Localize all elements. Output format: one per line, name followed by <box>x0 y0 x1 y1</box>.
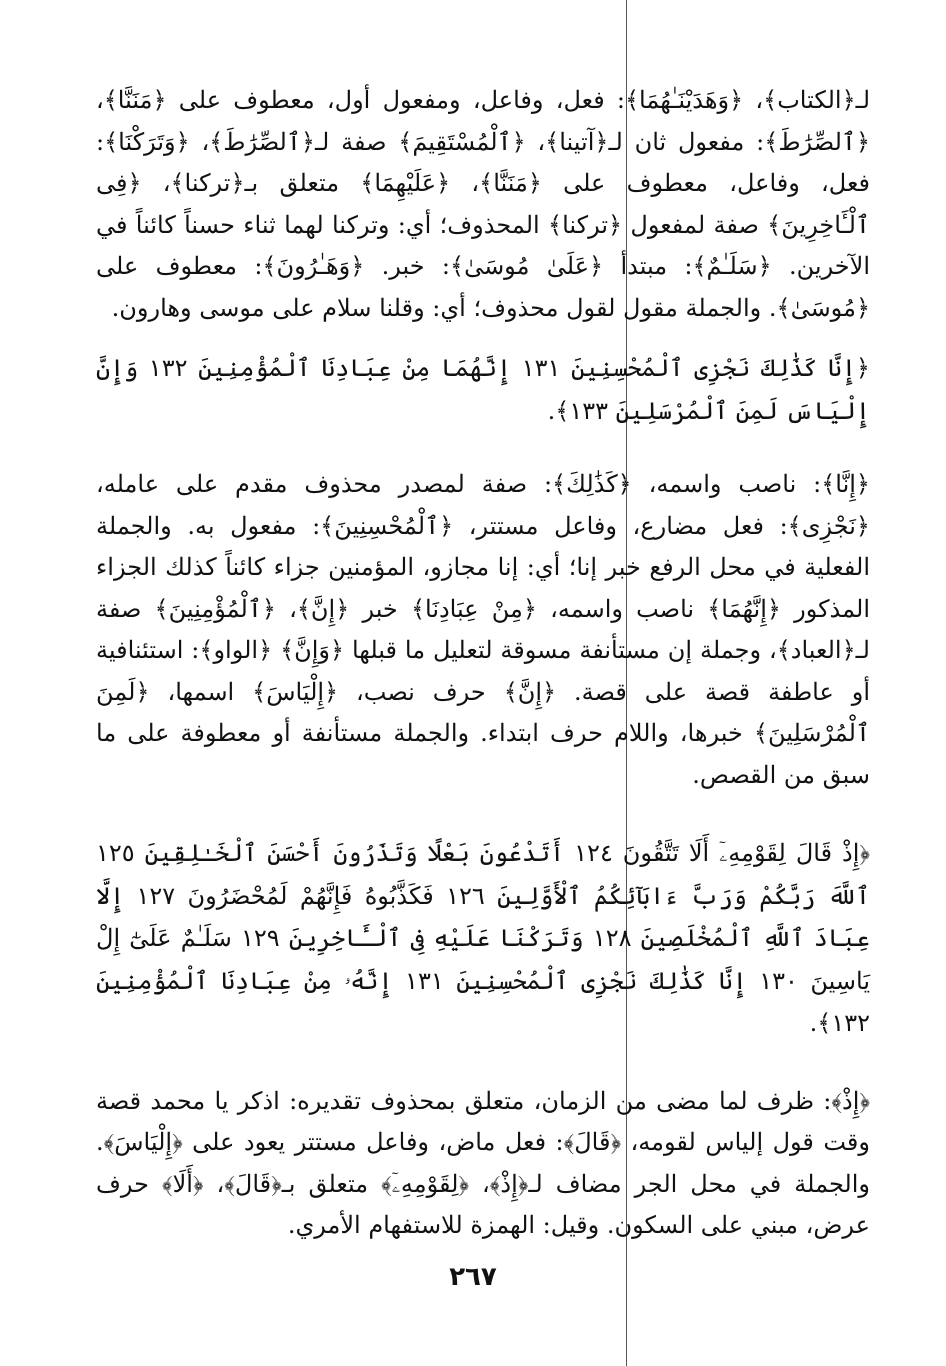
quran-verse-block-2: ﴿إِذْ قَالَ لِقَوْمِهِۦٓ أَلَا تَتَّقُونَ ١٢٤ أَتَدْعُونَ بَعْلًا وَتَذَرُونَ أَحْسَنَ ٱلْخَـٰلِقِينَ ١٢٥ ٱللَّهَ رَبَّكُمْ وَرَبَّ ءَابَآئِكُمُ ٱلْأَوَّلِينَ ١٢٦ فَكَذَّبُوهُ فَإِنَّهُمْ لَمُحْضَرُونَ ١٢٧ إِلَّا عِبَادَ ٱللَّهِ ٱلْمُخْلَصِينَ ١٢٨ وَتَرَكْنَا عَلَيْهِ فِى ٱلْـَٔاخِرِينَ ١٢٩ سَلَـٰمٌ عَلَىٰٓ إِلْ يَاسِينَ ١٣٠ إِنَّا كَذَٰلِكَ نَجْزِى ٱلْمُحْسِنِينَ ١٣١ إِنَّهُۥ مِنْ عِبَادِنَا ٱلْمُؤْمِنِينَ ١٣٢﴾. <box>96 839 870 1037</box>
commentary-paragraph-3: ﴿إِذْ﴾: ظرف لما مضى من الزمان، متعلق بمحذوف تقديره: اذكر يا محمد قصة وقت قول إلياس لقومه، ﴿قَالَ﴾: فعل ماض، وفاعل مستتر يعود على ﴿إِلْيَاسَ﴾. والجملة في محل الجر مضاف لـ﴿إِذْ﴾، ﴿لِقَوْمِهِۦٓ﴾ متعلق بـ﴿قَالَ﴾، ﴿أَلَا﴾ حرف عرض، مبني على السكون. وقيل: الهمزة للاستفهام الأمري. <box>96 1086 870 1239</box>
quran-verse-block-1: ﴿إِنَّا كَذَٰلِكَ نَجْزِى ٱلْمُحْسِنِينَ ١٣١ إِنَّهُمَا مِنْ عِبَادِنَا ٱلْمُؤْمِنِينَ ١٣٢ وَإِنَّ إِلْيَاسَ لَمِنَ ٱلْمُرْسَلِينَ ١٣٣﴾. <box>96 354 870 425</box>
commentary-paragraph-2: ﴿إِنَّا﴾: ناصب واسمه، ﴿كَذَٰلِكَ﴾: صفة لمصدر محذوف مقدم على عامله، ﴿نَجْزِى﴾: فعل مضارع، وفاعل مستتر، ﴿ٱلْمُحْسِنِينَ﴾: مفعول به. والجملة الفعلية في محل الرفع خبر إنا؛ أي: إنا مجازو، المؤمنين جزاء كائناً كذلك الجزاء المذكور ﴿إِنَّهُمَا﴾ ناصب واسمه، ﴿مِنْ عِبَادِنَا﴾ خبر ﴿إِنَّ﴾، ﴿ٱلْمُؤْمِنِينَ﴾ صفة لـ﴿العباد﴾، وجملة إن مستأنفة مسوقة لتعليل ما قبلها ﴿وَإِنَّ﴾ ﴿الواو﴾: استئنافية أو عاطفة قصة على قصة. ﴿إِنَّ﴾ حرف نصب، ﴿إِلْيَاسَ﴾ اسمها، ﴿لَمِنَ ٱلْمُرْسَلِينَ﴾ خبرها، واللام حرف ابتداء. والجملة مستأنفة أو معطوفة على ما سبق من القصص. <box>96 470 871 789</box>
page-body <box>96 80 870 1247</box>
commentary-paragraph-1: لـ﴿الكتاب﴾، ﴿وَهَدَيْنَـٰهُمَا﴾: فعل، وفاعل، ومفعول أول، معطوف على ﴿مَنَنَّا﴾، ﴿ٱلصِّرَٰطَ﴾: مفعول ثان لـ﴿آتينا﴾، ﴿ٱلْمُسْتَقِيمَ﴾ صفة لـ﴿ٱلصِّرَٰطَ﴾، ﴿وَتَرَكْنَا﴾: فعل، وفاعل، معطوف على ﴿مَنَنَّا﴾، ﴿عَلَيْهِمَا﴾ متعلق بـ﴿تركنا﴾، ﴿فِى ٱلْـَٔاخِرِينَ﴾ صفة لمفعول ﴿تركنا﴾ المحذوف؛ أي: وتركنا لهما ثناء حسناً كائناً في الآخرين. ﴿سَلَـٰمٌ﴾: مبتدأ ﴿عَلَىٰ مُوسَىٰ﴾: خبر. ﴿وَهَـٰرُونَ﴾: معطوف على ﴿مُوسَىٰ﴾. والجملة مقول لقول محذوف؛ أي: وقلنا سلام على موسى وهارون. <box>96 86 870 322</box>
page-number: ٢٦٧ <box>449 1262 497 1292</box>
